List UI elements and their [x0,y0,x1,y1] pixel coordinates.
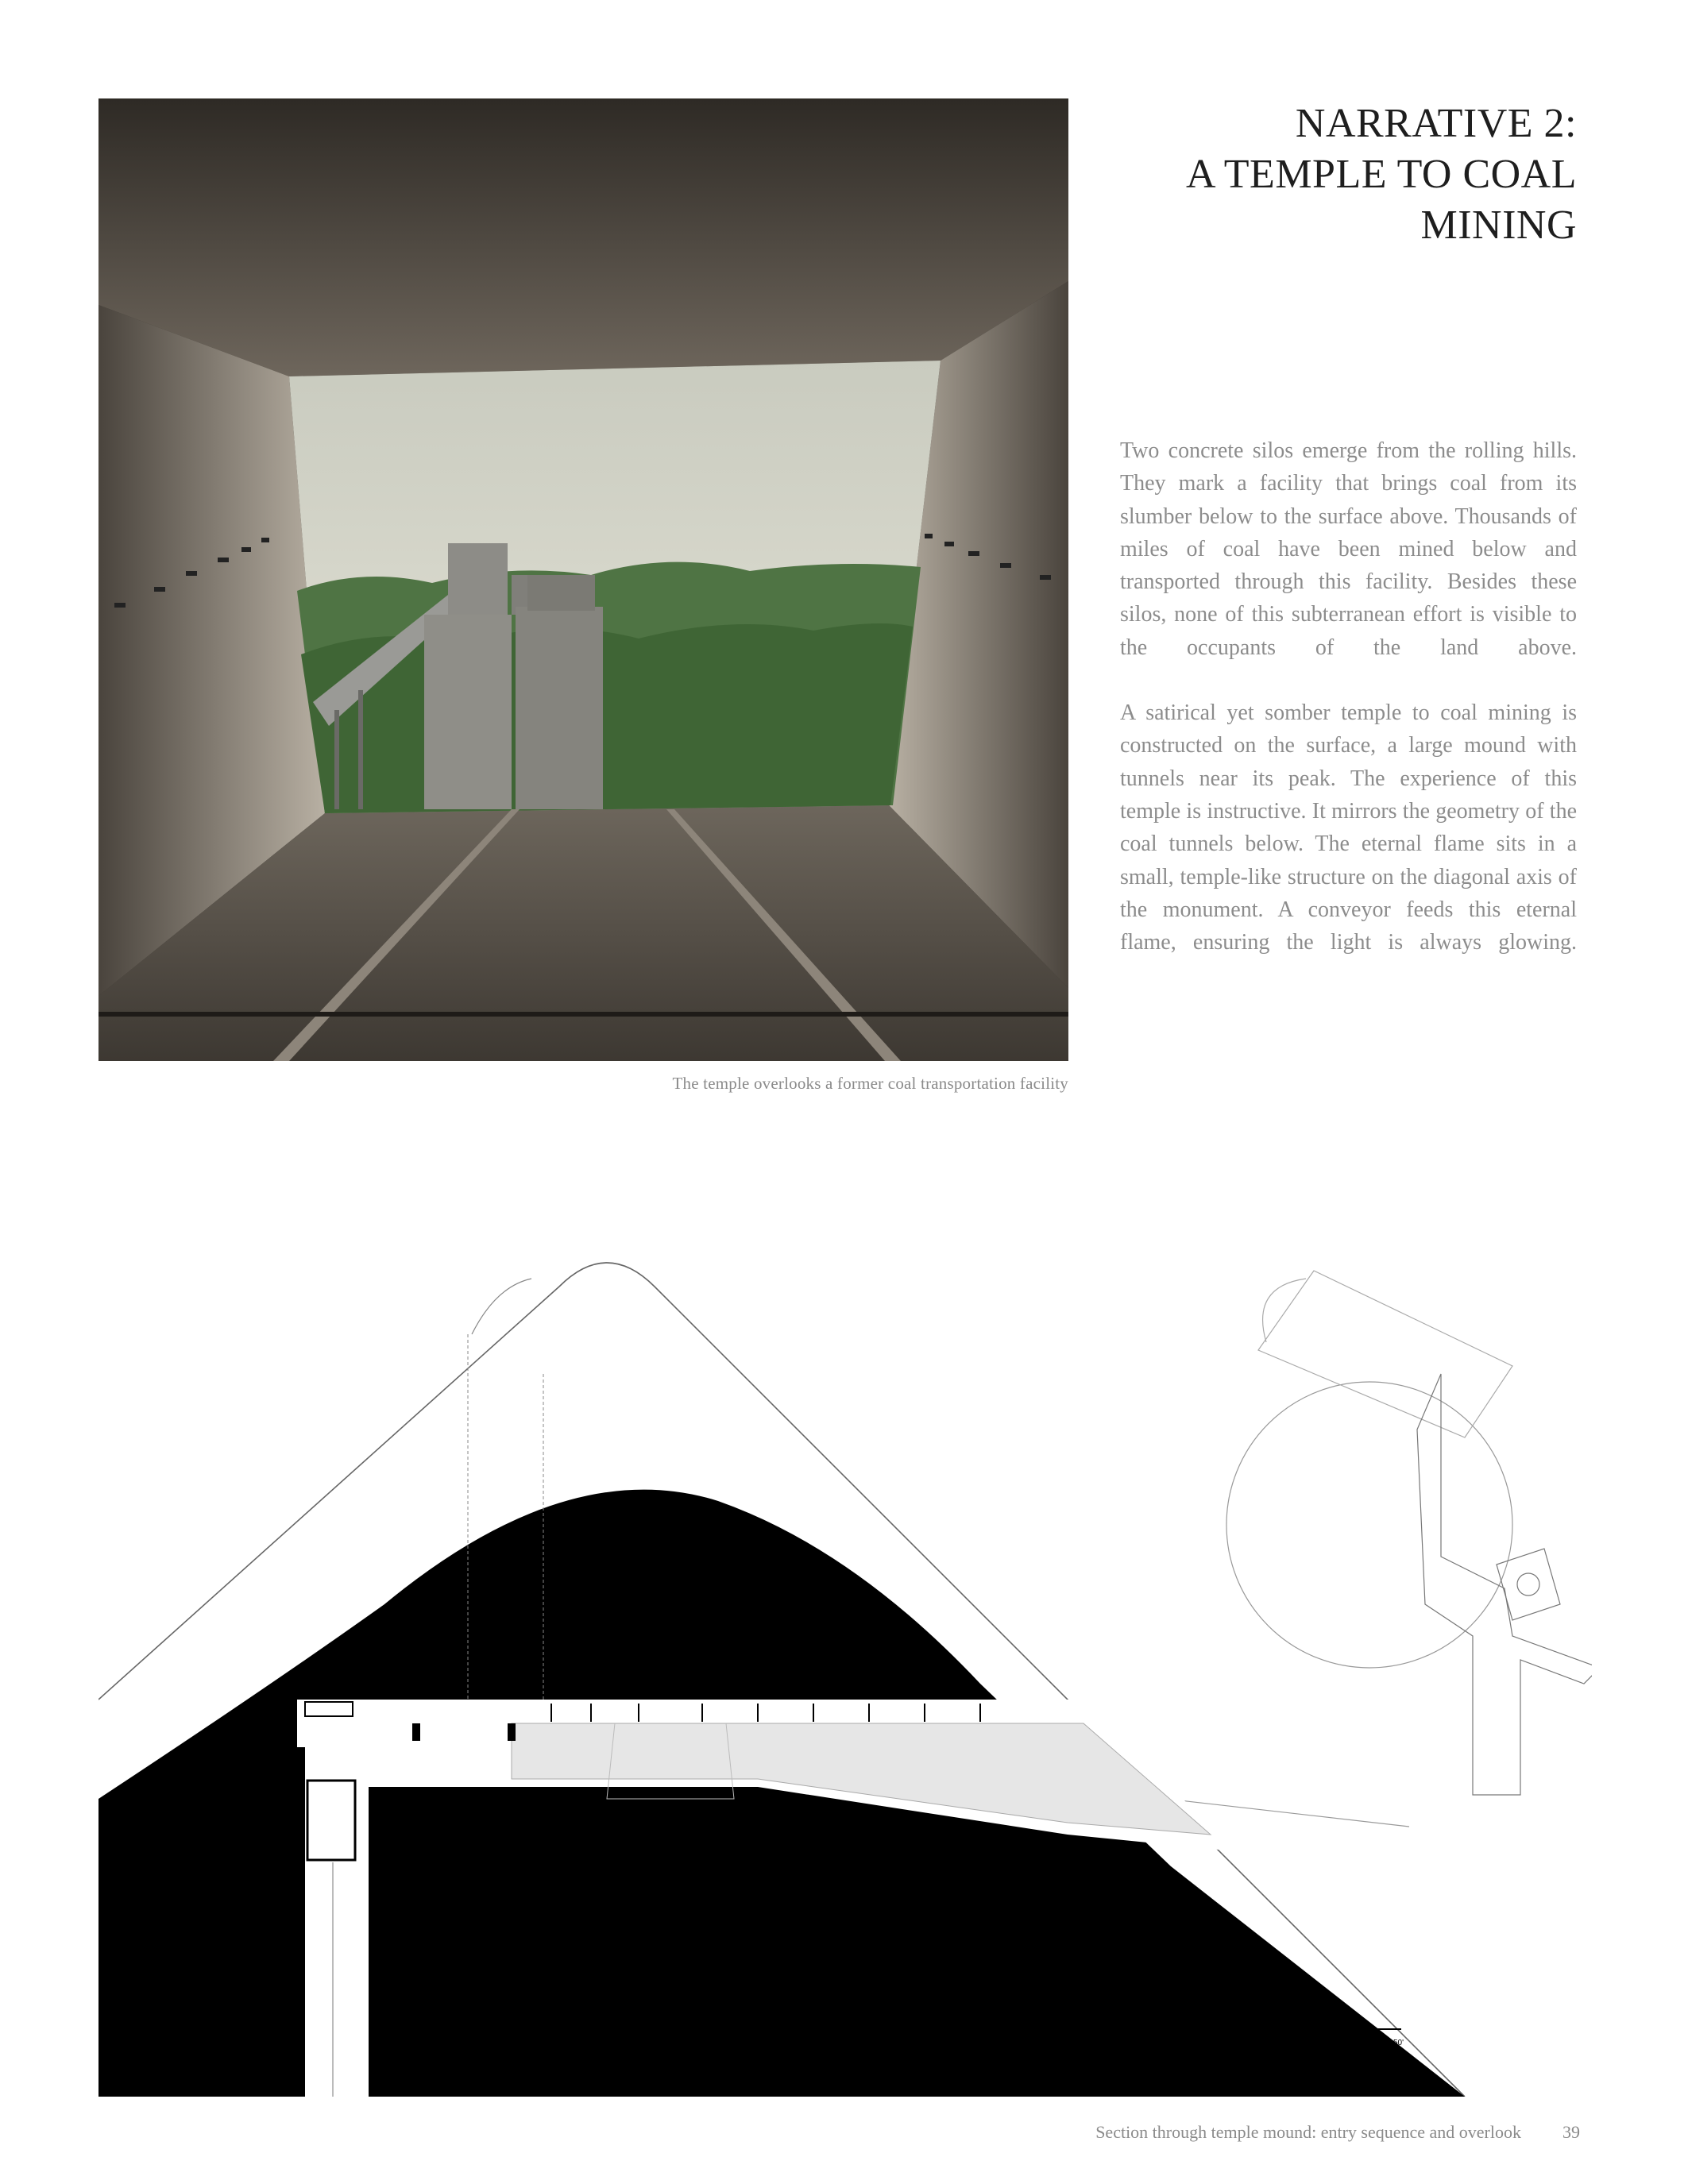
plan-inset [1226,1271,1592,1795]
page-number: 39 [1562,2122,1580,2142]
temple-render-photo [98,98,1068,1061]
paragraph: A satirical yet somber temple to coal mining is constructed on the surface, a large mound with tunnels near its peak. The experience of this temple is instructive. It mirrors the geometry of the coal tunnels below. The eternal flame sits in a small, temple-like structure on the diagonal axis of the monument. A conveyor feeds this eternal flame, ensuring the light is always glowing. [1120,700,1577,955]
scale-label: 20' [1211,2039,1222,2047]
scale-label: 50' [1393,2039,1404,2047]
narrative-text [1120,434,1577,991]
photo-caption: The temple overlooks a former coal transportation facility [672,1074,1068,1093]
top-box [305,1702,353,1716]
paragraph: Two concrete silos emerge from the rolling hills. They mark a facility that brings coal from its slumber below to the surface above. Thousands of miles of coal have been mined below and transported through this facility. Besides these silos, none of this subterranean effort is visible to the occupants of the land above. [1120,438,1577,660]
earth-mass [98,1490,1465,2097]
title-line: NARRATIVE 2: [1295,101,1577,146]
scale-label: 10' [1095,2039,1107,2047]
mound-section-svg [98,1191,1592,2097]
page-title [1068,98,1577,251]
section-caption: Section through temple mound: entry sequence and overlook [1095,2122,1521,2142]
title-line: A TEMPLE TO COAL [1186,152,1577,197]
title-line: MINING [1420,203,1577,248]
elevator-shaft [307,1781,355,1860]
tunnel-view-illustration [98,98,1068,1061]
section-drawing [98,1191,1592,2097]
